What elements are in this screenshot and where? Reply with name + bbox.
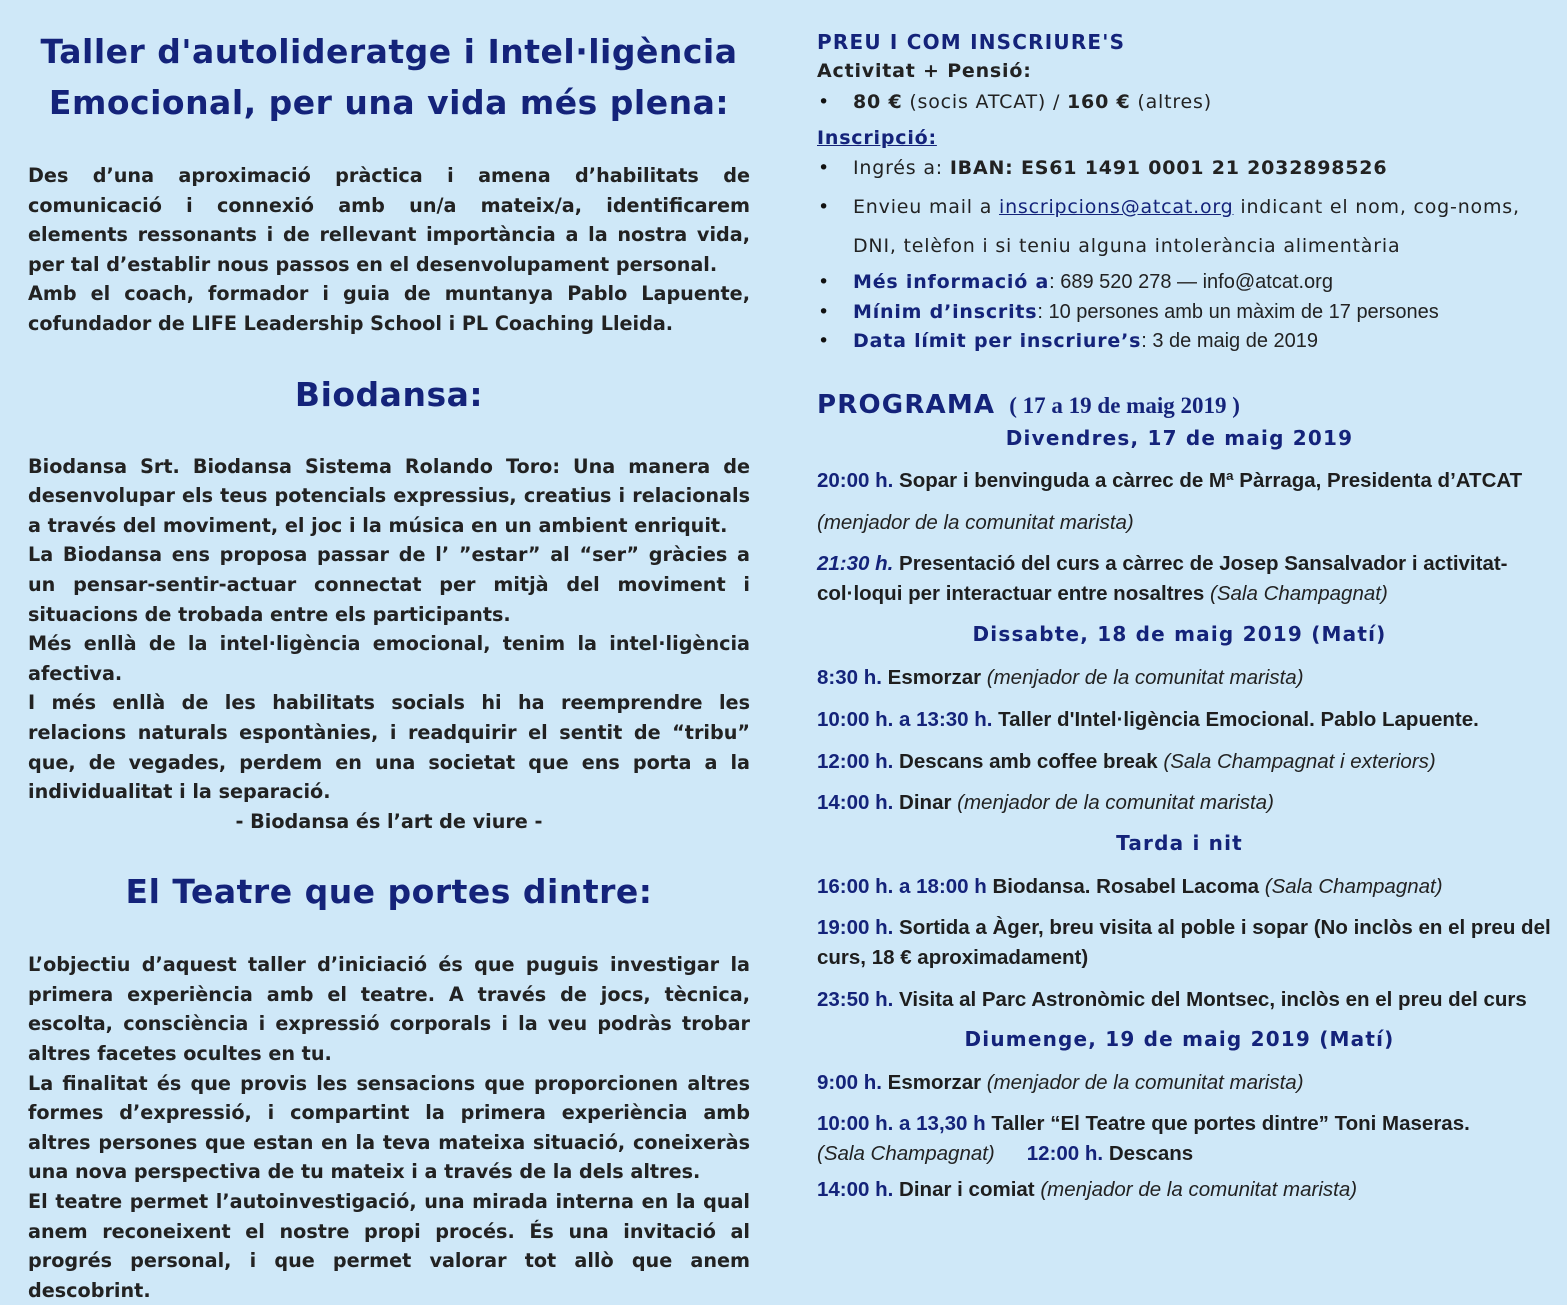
biodansa-paragraph: Biodansa Srt. Biodansa Sistema Rolando Toro: Una manera de desenvolupar els teus potencials expressius, creatius i relacionals a través del moviment, el joc i la música en un ambient enriquit. (28, 454, 750, 537)
item-time: 14:00 h. (817, 1178, 894, 1201)
item-time: 12:00 h. (817, 750, 894, 773)
schedule-item (817, 1175, 1552, 1205)
workshop-description (28, 161, 750, 339)
minimum-value: : 10 persones amb un màxim de 17 persones (1037, 300, 1439, 323)
biodansa-title: Biodansa: (294, 374, 484, 414)
item-text: Taller d'Intel·ligència Emocional. Pablo Lapuente. (992, 708, 1479, 731)
inscripcio-list (817, 152, 1552, 357)
schedule-item (817, 747, 1552, 777)
teatre-title: El Teatre que portes dintre: (125, 872, 653, 912)
item-location: (menjador de la comunitat marista) (957, 791, 1274, 814)
teatre-paragraph: La finalitat és que provis les sensacions que proporcionen altres formes d’expressió, i compartint la primera experiència amb altres persones que estan en la teva mateixa situació, coneixeràs una nova perspectiva de tu mateix i a través de la dels altres. (28, 1071, 750, 1184)
item-text: Dinar i comiat (893, 1178, 1041, 1201)
schedule-item (817, 705, 1552, 735)
teatre-description (28, 950, 750, 1305)
item-time: 12:00 h. (1026, 1142, 1104, 1165)
programa-title: PROGRAMA (817, 390, 996, 420)
info-label: Més informació a (853, 271, 1050, 293)
item-text: Esmorzar (881, 1071, 987, 1094)
schedule-item (817, 872, 1552, 902)
intro-paragraph: Des d’una aproximació pràctica i amena d’habilitats de comunicació i connexió amb un/a mateix/a, identificarem elements ressonants i de rellevant importància a la nostra vida, per tal d’establir nous passos en el desenvolupament personal. (28, 164, 750, 276)
coach-paragraph: Amb el coach, formador i guia de muntanya Pablo Lapuente, cofundador de LIFE Leadership School i PL Coaching Lleida. (28, 282, 750, 335)
mail-post: indicant el nom, cog-noms, DNI, telèfon i si teniu alguna intolerància alimentària (853, 196, 1520, 257)
inscripcions-email-link[interactable]: inscripcions@atcat.org (998, 196, 1234, 218)
item-location: (menjador de la comunitat marista) (1040, 1178, 1358, 1201)
item-time: 9:00 h. (817, 1071, 882, 1094)
item-time: 16:00 h. a 18:00 h (817, 875, 987, 898)
price-members: 80 € (853, 91, 903, 113)
item-text: Taller “El Teatre que portes dintre” Toni Maseras. (985, 1112, 1470, 1135)
price-item (853, 86, 1552, 118)
iban-number: IBAN: ES61 1491 0001 21 2032898526 (949, 157, 1388, 179)
price-title: PREU I COM INSCRIURE'S (817, 30, 1126, 54)
item-time: 14:00 h. (817, 791, 894, 814)
item-text: Sortida a Àger, breu visita al poble i sopar (No inclòs en el preu del curs, 18 € aproximadament) (817, 916, 1551, 969)
iban-label: Ingrés a: (853, 157, 950, 179)
item-location: (menjador de la comunitat marista) (817, 511, 1134, 534)
price-others: 160 € (1067, 91, 1131, 113)
info-value: : 689 520 278 — info@atcat.org (1049, 271, 1333, 293)
item-time: 10:00 h. a 13,30 h (817, 1112, 986, 1135)
inscripcio-title: Inscripció: (817, 127, 937, 149)
item-text: Descans (1103, 1142, 1194, 1165)
teatre-paragraph: L’objectiu d’aquest taller d’iniciació és que puguis investigar la primera experiència amb el teatre. A través de jocs, tècnica, escolta, consciència i expressió corporals i la veu podràs trobar altres facetes ocultes en tu. (28, 953, 750, 1066)
biodansa-tagline: - Biodansa és l’art de viure - (235, 809, 543, 833)
workshop-title-line2: Emocional, per una vida més plena: (48, 83, 730, 122)
item-text: Visita al Parc Astronòmic del Montsec, inclòs en el preu del curs (893, 988, 1527, 1011)
schedule-item (817, 1109, 1552, 1169)
schedule-item (817, 985, 1552, 1015)
item-location: (Sala Champagnat i exteriors) (1163, 750, 1436, 773)
biodansa-paragraph: Més enllà de la intel·ligència emocional, tenim la intel·ligència afectiva. (28, 632, 750, 685)
deadline-value: : 3 de maig de 2019 (1141, 330, 1319, 352)
teatre-paragraph: El teatre permet l’autoinvestigació, una mirada interna en la qual anem reconeixent el nostre propi procés. És una invitació al progrés personal, i que permet valorar tot allò que anem descobrint. (28, 1190, 750, 1302)
minimum-label: Mínim d’inscrits (853, 300, 1038, 323)
item-location: (Sala Champagnat) (817, 1142, 995, 1165)
iban-item (853, 152, 1552, 184)
price-subtitle: Activitat + Pensió: (817, 60, 1032, 82)
item-time: 21:30 h. (817, 552, 894, 575)
schedule-item (817, 913, 1552, 973)
left-column (28, 26, 750, 1305)
mail-pre: Envieu mail a (853, 196, 999, 218)
item-text: Presentació del curs a càrrec de Josep Sansalvador i activitat-col·loqui per interactuar entre nosaltres (817, 552, 1508, 605)
price-others-note: (altres) (1130, 91, 1212, 113)
item-location: (Sala Champagnat) (1210, 582, 1388, 605)
day-heading-sunday: Diumenge, 19 de maig 2019 (Matí) (964, 1027, 1395, 1051)
info-item (853, 268, 1552, 298)
day-heading-afternoon: Tarda i nit (1116, 831, 1243, 855)
biodansa-description (28, 452, 750, 837)
workshop-title (28, 26, 750, 128)
schedule-item (817, 549, 1552, 609)
item-text: Sopar i benvinguda a càrrec de Mª Pàrraga, Presidenta d’ATCAT (893, 469, 1523, 492)
day-heading-friday: Divendres, 17 de maig 2019 (1005, 426, 1354, 450)
item-text: Biodansa. Rosabel Lacoma (986, 875, 1265, 898)
schedule-item (817, 1068, 1552, 1098)
item-time: 10:00 h. a 13:30 h. (817, 708, 993, 731)
workshop-title-line1: Taller d'autolideratge i Intel·ligència (40, 32, 738, 71)
mail-item (853, 188, 1552, 266)
item-location: (Sala Champagnat) (1264, 875, 1443, 898)
schedule-item (817, 663, 1552, 693)
item-text: Descans amb coffee break (893, 750, 1164, 773)
programa-header (817, 390, 1240, 420)
deadline-label: Data límit per inscriure’s (853, 330, 1142, 352)
biodansa-paragraph: I més enllà de les habilitats socials hi ha reemprendre les relacions naturals espontànies, i readquirir el sentit de “tribu” que, de vegades, perdem en una societat que ens porta a la individualitat i la separació. (28, 691, 750, 804)
schedule-item (817, 466, 1552, 496)
minimum-item (853, 298, 1552, 328)
schedule-item (817, 788, 1552, 818)
item-time: 20:00 h. (817, 469, 894, 492)
item-time: 23:50 h. (817, 988, 894, 1011)
biodansa-paragraph: La Biodansa ens proposa passar de l’ ”estar” al “ser” gràcies a un pensar-sentir-actuar connectat per mitjà del moviment i situacions de trobada entre els participants. (28, 543, 750, 626)
item-text: Esmorzar (881, 666, 987, 689)
item-text: Dinar (893, 791, 958, 814)
deadline-item (853, 327, 1552, 357)
price-members-note: (socis ATCAT) / (902, 91, 1068, 113)
price-list (817, 86, 1552, 118)
item-time: 19:00 h. (817, 916, 894, 939)
item-location: (menjador de la comunitat marista) (986, 666, 1304, 689)
schedule-item-note (817, 508, 1552, 538)
day-heading-saturday: Dissabte, 18 de maig 2019 (Matí) (972, 622, 1387, 646)
item-time: 8:30 h. (817, 666, 882, 689)
item-location: (menjador de la comunitat marista) (986, 1071, 1304, 1094)
programa-dates: ( 17 a 19 de maig 2019 ) (1009, 393, 1240, 418)
